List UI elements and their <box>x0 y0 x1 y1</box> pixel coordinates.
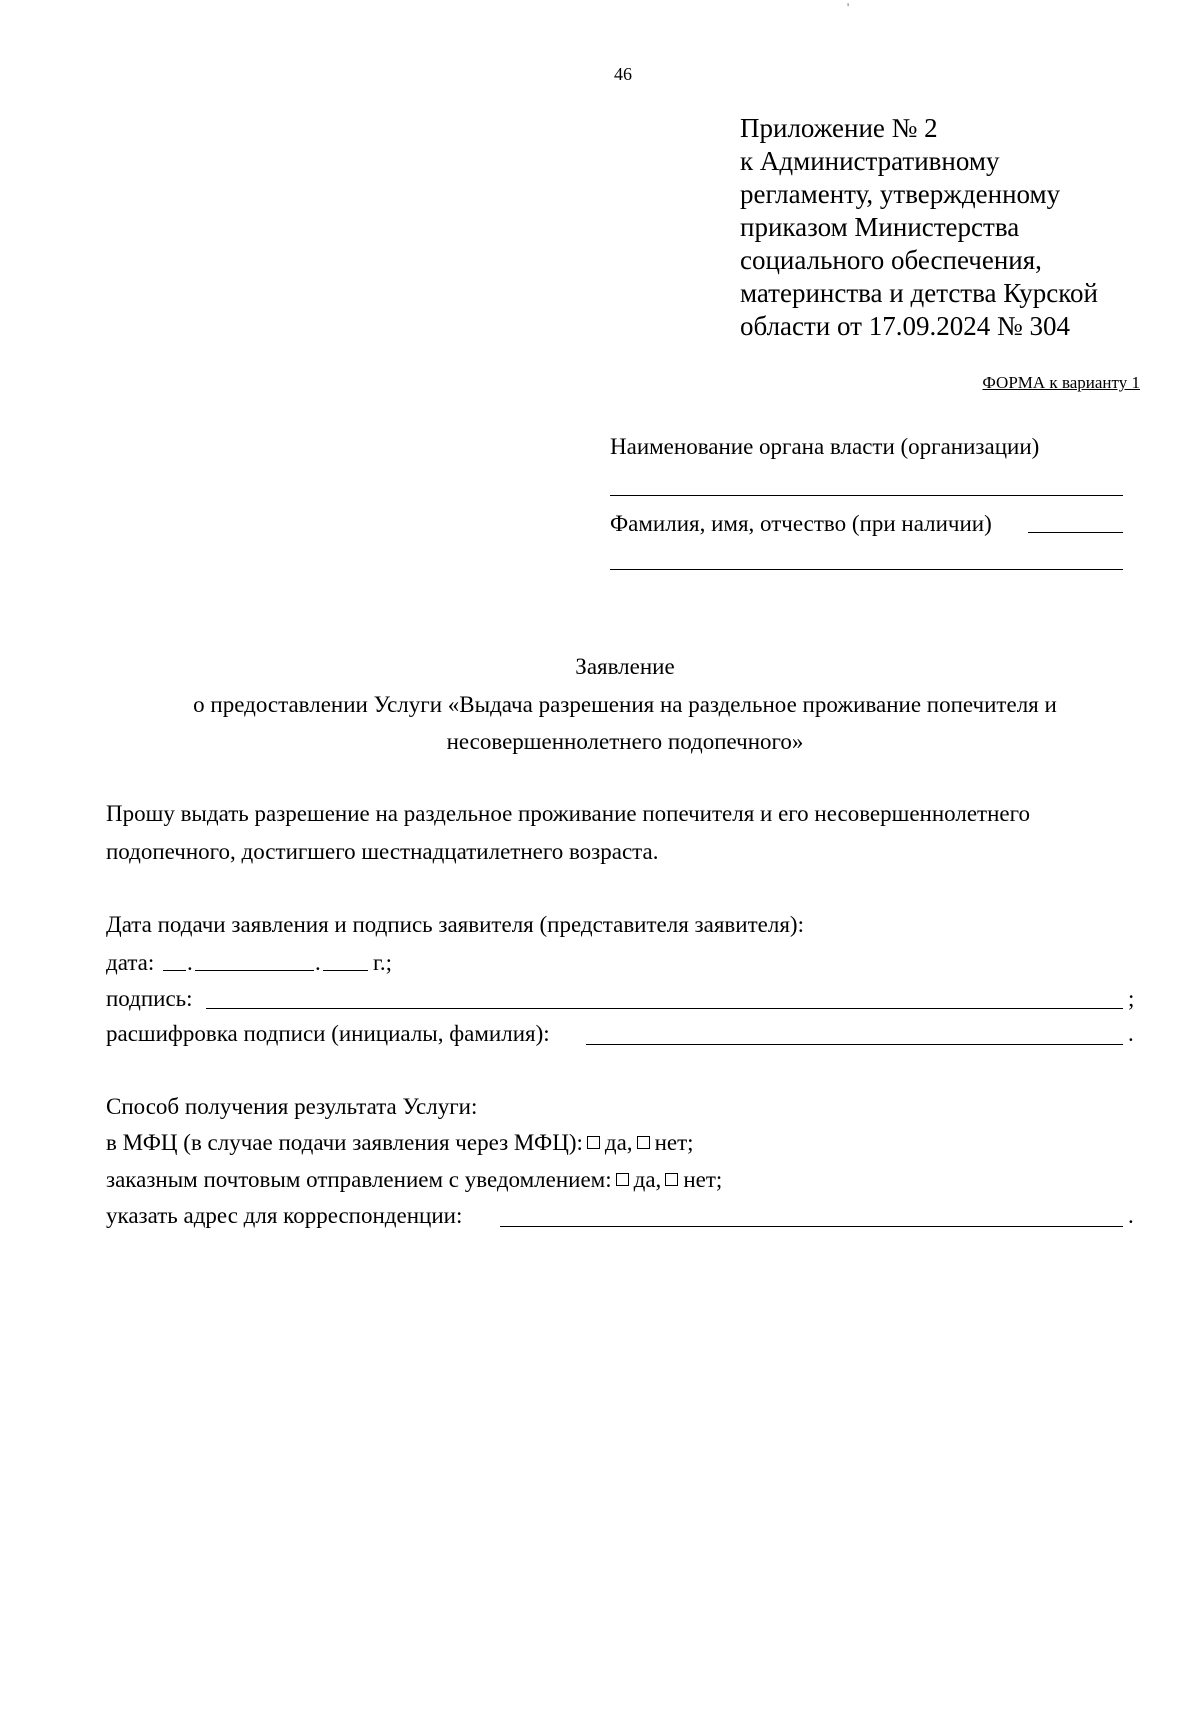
mfc-option-row <box>106 1130 694 1156</box>
appendix-line-7: области от 17.09.2024 № 304 <box>740 311 1070 341</box>
fio-label: Фамилия, имя, отчество (при наличии) <box>610 511 992 536</box>
date-year-field[interactable] <box>323 970 368 971</box>
mail-no-checkbox[interactable] <box>665 1173 678 1186</box>
signature-end-mark: ; <box>1128 986 1135 1011</box>
date-suffix: г.; <box>373 950 392 975</box>
mfc-no-label: нет; <box>654 1130 694 1155</box>
authority-name-field[interactable] <box>610 495 1123 496</box>
mail-yes-checkbox[interactable] <box>616 1173 629 1186</box>
signature-decoding-label: расшифровка подписи (инициалы, фамилия): <box>106 1021 550 1046</box>
application-title: Заявление <box>575 654 675 679</box>
result-method-heading: Способ получения результата Услуги: <box>106 1094 478 1119</box>
application-subtitle-line-1: о предоставлении Услуги «Выдача разрешения на раздельное проживание попечителя и <box>193 692 1057 717</box>
date-label: дата: <box>106 950 155 975</box>
address-label: указать адрес для корреспонденции: <box>106 1203 463 1228</box>
scan-artifact-mark: ' <box>847 0 850 14</box>
signature-field[interactable] <box>206 1008 1123 1009</box>
address-field[interactable] <box>500 1226 1123 1227</box>
date-separator-1: . <box>187 950 193 975</box>
date-separator-2: . <box>315 950 321 975</box>
appendix-header <box>740 112 1098 343</box>
fio-field-inline[interactable] <box>1028 532 1123 533</box>
appendix-line-2: к Административному <box>740 146 1000 176</box>
request-line-1: Прошу выдать разрешение на раздельное проживание попечителя и его несовершеннолетнего <box>106 801 1030 826</box>
mail-no-label: нет; <box>683 1167 723 1192</box>
signature-heading: Дата подачи заявления и подпись заявителя (представителя заявителя): <box>106 912 804 937</box>
appendix-line-1: Приложение № 2 <box>740 113 938 143</box>
appendix-line-4: приказом Министерства <box>740 212 1020 242</box>
mail-option-label: заказным почтовым отправлением с уведомлением: <box>106 1167 612 1192</box>
form-variant-label: ФОРМА к варианту 1 <box>982 373 1140 392</box>
signature-decoding-end-mark: . <box>1128 1021 1134 1046</box>
appendix-line-3: регламенту, утвержденному <box>740 179 1061 209</box>
fio-field[interactable] <box>610 569 1123 570</box>
appendix-line-5: социального обеспечения, <box>740 245 1042 275</box>
date-day-field[interactable] <box>163 970 186 971</box>
appendix-line-6: материнства и детства Курской <box>740 278 1098 308</box>
mfc-yes-label: да, <box>604 1130 633 1155</box>
signature-label: подпись: <box>106 986 193 1011</box>
signature-decoding-field[interactable] <box>586 1044 1123 1045</box>
address-end-mark: . <box>1128 1203 1134 1228</box>
mfc-yes-checkbox[interactable] <box>587 1136 600 1149</box>
mail-option-row <box>106 1167 722 1193</box>
application-subtitle-line-2: несовершеннолетнего подопечного» <box>446 729 804 754</box>
mfc-option-label: в МФЦ (в случае подачи заявления через МФЦ): <box>106 1130 583 1155</box>
page-number: 46 <box>614 64 632 84</box>
authority-name-label: Наименование органа власти (организации) <box>610 434 1040 459</box>
date-month-field[interactable] <box>195 970 314 971</box>
request-line-2: подопечного, достигшего шестнадцатилетнего возраста. <box>106 839 659 864</box>
mfc-no-checkbox[interactable] <box>637 1136 650 1149</box>
mail-yes-label: да, <box>633 1167 662 1192</box>
